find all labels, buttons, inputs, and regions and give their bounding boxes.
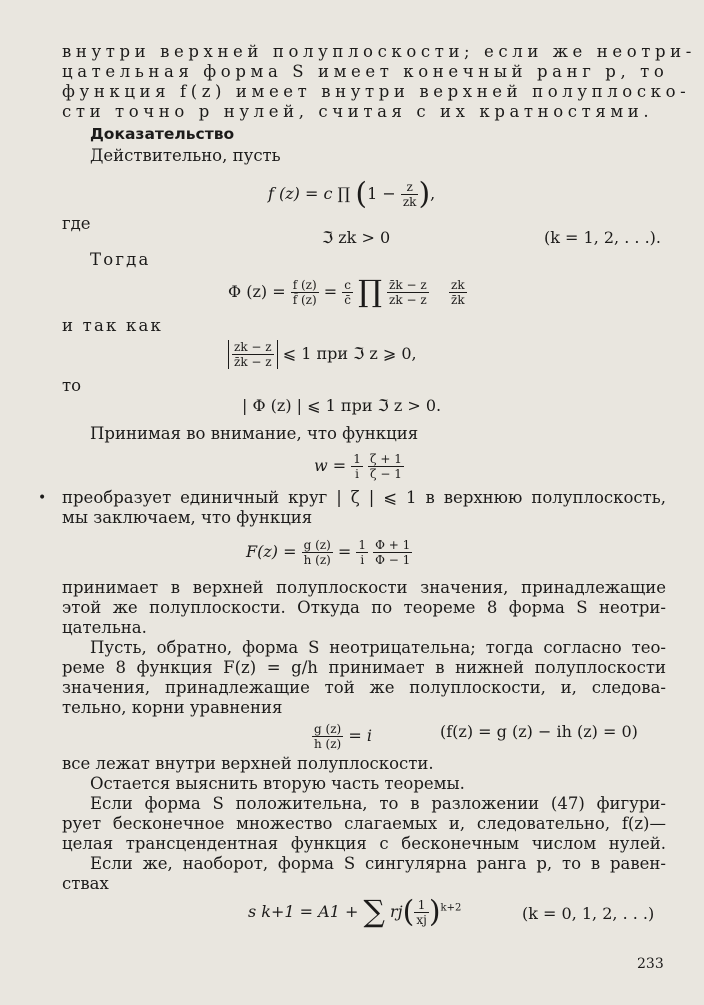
text-line-9: принимает в верхней полуплоскости значения, принадлежащие [62,578,666,597]
text-line-21: Если же, наоборот, форма S сингулярна ранга p, то в равен- [90,854,666,873]
text-line-14: значения, принадлежащие той же полуплоскости, и, следова- [62,678,666,697]
text-line-2: цательная форма S имеет конечный ранг p, то [62,62,669,81]
text-line-13: реме 8 функция F(z) = g/h принимает в нижней полуплоскости [62,658,666,677]
text-line-6: Принимая во внимание, что функция [90,424,419,443]
text-line-18: Если форма S положительна, то в разложении (47) фигури- [90,794,666,813]
equation-5: | Φ (z) | ⩽ 1 при ℑ z > 0. [242,396,442,415]
text-line-4: сти точно p нулей, считая с их кратностями. [62,102,654,121]
text-line-12: Пусть, обратно, форма S неотрицательна; тогда согласно тео- [90,638,666,657]
equation-6: w = $\frac{1}{i}$ $\frac{\zeta + 1}{\zeta - 1}$ [314,452,402,481]
section-heading: Доказательство [90,125,235,143]
text-line-8: мы заключаем, что функция [62,508,313,527]
equation-4: $\frac{zk - z}{z̄k - z}$ ⩽ 1 при ℑ z ⩾ 0, [228,340,417,369]
text-line-15: тельно, корни уравнения [62,698,283,717]
equation-1-lhs: f (z) = c ∏ [268,184,351,203]
text-line-16: все лежат внутри верхней полуплоскости. [62,754,434,773]
text-line-20: целая трансцендентная функция с бесконечным числом нулей. [62,834,666,853]
equation-2: ℑ zk > 0 [322,228,391,247]
equation-7: F(z) = $\frac{g (z)}{h (z)}$ = $\frac{1}{i}$ $\frac{\Phi + 1}{\Phi - 1}$ [246,538,411,567]
equation-1: f (z) = c ∏ (1 − $\frac{z}{zk}$ ), [268,176,436,212]
equation-3: Φ (z) = $\frac{f (z)}{f̄ (z)}$ = $\frac{c}{c̄}$ ∏ $\frac{z̄k - z}{zk - z}$ $\frac{zk}{z̄k}$ [228,274,465,310]
margin-dot: • [38,490,47,506]
text-line-1: внутри верхней полуплоскости; если же неотри- [62,42,696,61]
text-then: Тогда [90,250,151,269]
page-number: 233 [637,956,664,972]
text-so: то [62,376,82,395]
equation-1-fraction: $\frac{z}{zk}$ [402,180,417,209]
equation-2-range: (k = 1, 2, . . .). [544,228,661,247]
equation-9: s k+1 = A1 + ∑ rj( $\frac{1}{xj}$ )$^{k+2}$ [248,894,462,930]
equation-9-range: (k = 0, 1, 2, . . .) [522,904,655,923]
equation-8-paren: (f(z) = g (z) − ih (z) = 0) [440,722,638,741]
text-line-22: ствах [62,874,109,893]
text-line-3: функция f(z) имеет внутри верхней полуплоско- [62,82,691,101]
text-line-10: этой же полуплоскости. Откуда по теореме 8 форма S неотри- [62,598,666,617]
text-line-7: преобразует единичный круг | ζ | ⩽ 1 в верхнюю полуплоскость, [62,488,666,507]
text-where: где [62,214,91,233]
text-and-since: и так как [62,316,164,335]
text-line-19: рует бесконечное множество слагаемых и, следовательно, f(z)— [62,814,666,833]
equation-8: $\frac{g (z)}{h (z)}$ = i [314,722,372,751]
text-line-5: Действительно, пусть [90,146,281,165]
text-line-11: цательна. [62,618,147,637]
text-line-17: Остается выяснить вторую часть теоремы. [90,774,465,793]
